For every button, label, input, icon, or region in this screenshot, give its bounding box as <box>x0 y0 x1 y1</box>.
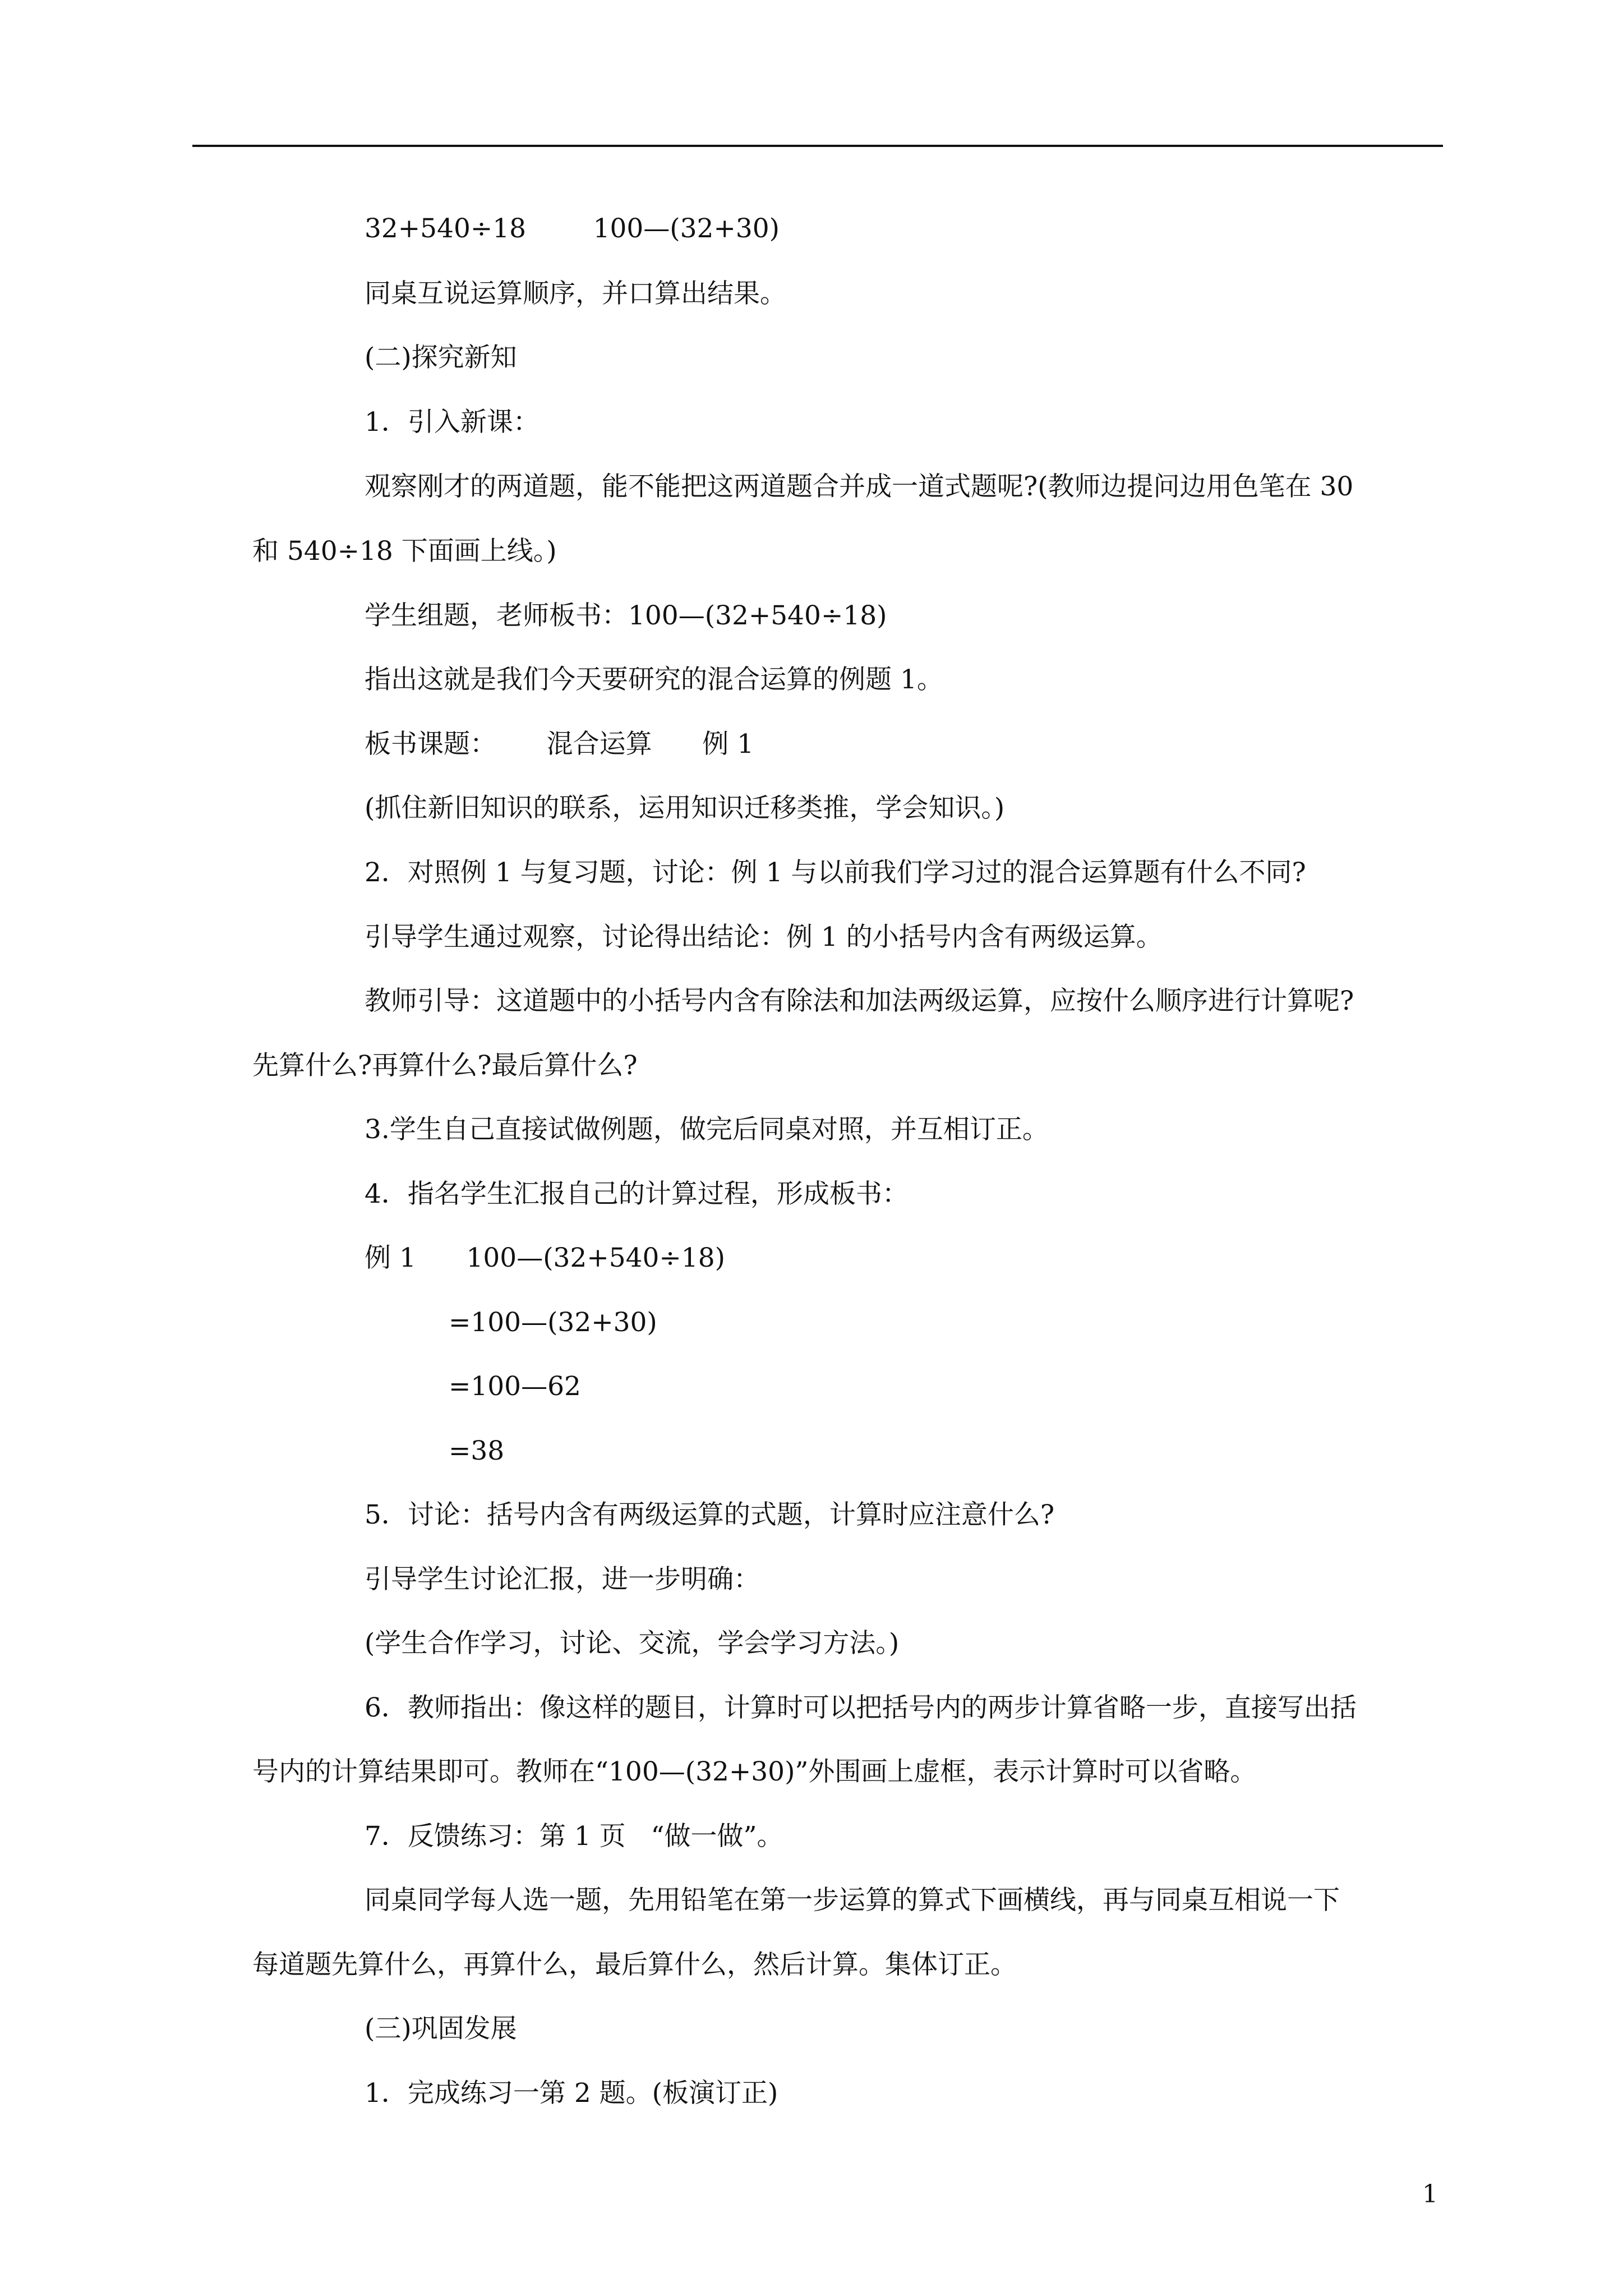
header-rule <box>192 145 1443 147</box>
text-line: 每道题先算什么，再算什么，最后算什么，然后计算。集体订正。 <box>252 1949 1017 1980</box>
calc-line: 例 1 100—(32+540÷18) <box>365 1243 725 1273</box>
text-line: 4．指名学生汇报自己的计算过程，形成板书： <box>365 1179 909 1209</box>
text-line: 同桌互说运算顺序，并口算出结果。 <box>365 278 786 309</box>
section-heading: (二)探究新知 <box>365 342 517 373</box>
text-line: 5．讨论：括号内含有两级运算的式题，计算时应注意什么? <box>365 1499 1055 1530</box>
text-line: 7．反馈练习：第 1 页 “做一做”。 <box>365 1821 783 1852</box>
text-line: 号内的计算结果即可。教师在“100—(32+30)”外围画上虚框，表示计算时可以省略。 <box>252 1756 1257 1787</box>
text-line: 32+540÷18 100—(32+30) <box>365 213 780 244</box>
text-line: 先算什么?再算什么?最后算什么? <box>252 1050 638 1081</box>
section-heading: (三)巩固发展 <box>365 2013 517 2044</box>
text-line: (抓住新旧知识的联系，运用知识迁移类推，学会知识。) <box>365 793 1005 823</box>
text-line: 同桌同学每人选一题，先用铅笔在第一步运算的算式下画横线，再与同桌互相说一下 <box>365 1885 1340 1916</box>
text-line: 观察刚才的两道题，能不能把这两道题合并成一道式题呢?(教师边提问边用色笔在 30 <box>365 471 1354 502</box>
text-line: 教师引导：这道题中的小括号内含有除法和加法两级运算，应按什么顺序进行计算呢? <box>365 986 1354 1016</box>
calc-line: =100—62 <box>449 1371 581 1402</box>
text-line: 指出这就是我们今天要研究的混合运算的例题 1。 <box>365 664 943 695</box>
text-line: 板书课题： 混合运算 例 1 <box>365 729 754 760</box>
text-line: 3.学生自己直接试做例题，做完后同桌对照，并互相订正。 <box>365 1114 1049 1145</box>
text-line: 2．对照例 1 与复习题，讨论：例 1 与以前我们学习过的混合运算题有什么不同? <box>365 857 1306 888</box>
text-line: 1．引入新课： <box>365 407 540 438</box>
page-number: 1 <box>1422 2180 1438 2208</box>
text-line: 引导学生讨论汇报，进一步明确： <box>365 1564 760 1595</box>
text-line: 和 540÷18 下面画上线。) <box>252 536 557 567</box>
text-line: 1．完成练习一第 2 题。(板演订正) <box>365 2078 778 2109</box>
text-line: 学生组题，老师板书：100—(32+540÷18) <box>365 600 887 631</box>
text-line: 引导学生通过观察，讨论得出结论：例 1 的小括号内含有两级运算。 <box>365 922 1163 953</box>
calc-line: =38 <box>449 1435 505 1466</box>
text-line: (学生合作学习，讨论、交流，学会学习方法。) <box>365 1628 900 1659</box>
calc-line: =100—(32+30) <box>449 1307 657 1338</box>
text-line: 6．教师指出：像这样的题目，计算时可以把括号内的两步计算省略一步，直接写出括 <box>365 1692 1357 1723</box>
